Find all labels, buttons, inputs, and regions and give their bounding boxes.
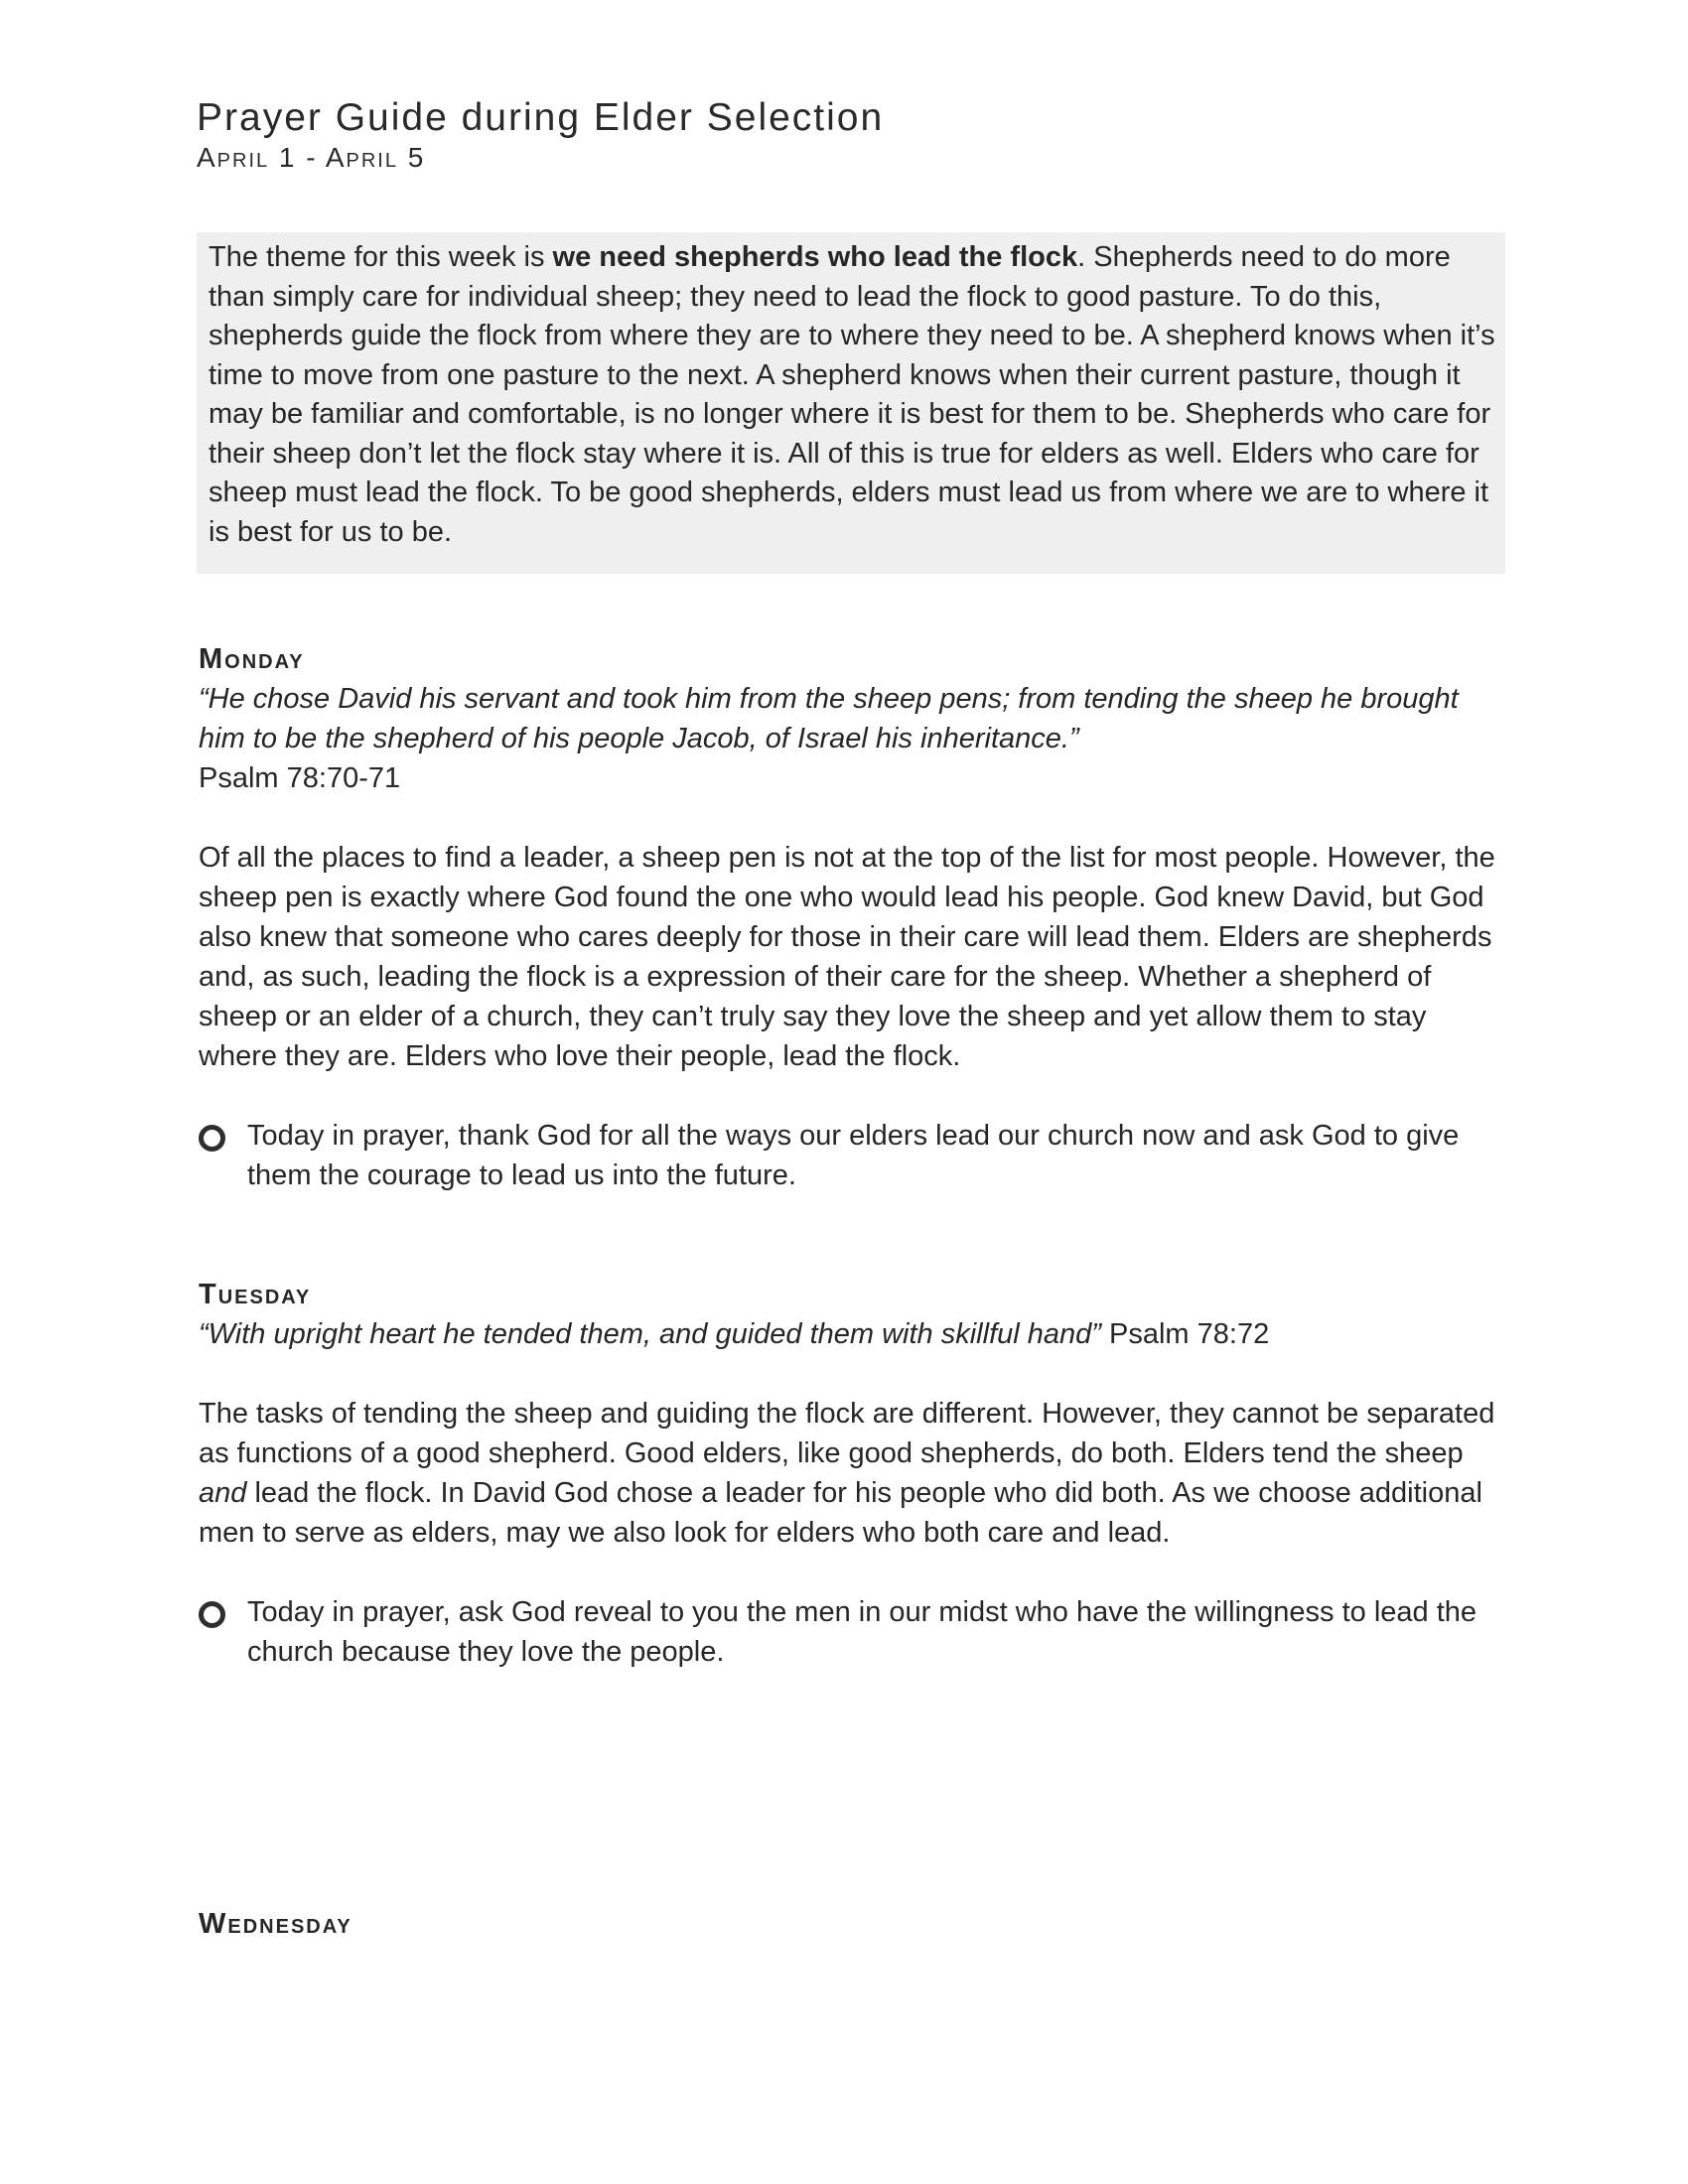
tuesday-reflection-emphasis: and — [199, 1477, 247, 1509]
wednesday-heading: Wednesday — [199, 1908, 352, 1940]
monday-prayer — [199, 1116, 1505, 1195]
monday-section — [199, 639, 1505, 1195]
tuesday-reflection-part1: The tasks of tending the sheep and guiding the flock are different. However, they cannot be separated as functions of a good shepherd. Good elders, like good shepherds, do both. Elders tend the sheep — [199, 1398, 1495, 1469]
tuesday-reflection-part2: lead the flock. In David God chose a leader for his people who did both. As we choose additional men to serve as elders, may we also look for elders who both care and lead. — [199, 1477, 1482, 1549]
monday-verse: “He chose David his servant and took him from the sheep pens; from tending the sheep he brought him to be the shepherd of his people Jacob, of Israel his inheritance.” — [199, 683, 1459, 754]
tuesday-verse: “With upright heart he tended them, and guided them with skillful hand” — [199, 1318, 1101, 1350]
theme-callout — [197, 232, 1505, 574]
monday-reference: Psalm 78:70-71 — [199, 762, 401, 794]
page-title: Prayer Guide during Elder Selection — [197, 96, 885, 139]
tuesday-section — [199, 1275, 1505, 1672]
circle-bullet-icon — [199, 1125, 225, 1152]
monday-prayer-text: Today in prayer, thank God for all the ways our elders lead our church now and ask God to give them the courage to lead us into the future. — [247, 1120, 1460, 1191]
theme-highlight: we need shepherds who lead the flock — [552, 241, 1078, 273]
monday-reflection: Of all the places to find a leader, a sheep pen is not at the top of the list for most people. However, the sheep pen is exactly where God found the one who would lead his people. God knew David, but God also knew that someone who cares deeply for those in their care will lead them. Elders are shepherds and, as such, leading the flock is a expression of their care for the sheep. Whether a shepherd of sheep or an elder of a church, they can’t truly say they love the sheep and yet allow them to stay where they are. Elders who love their people, lead the flock. — [199, 842, 1495, 1072]
monday-heading: Monday — [199, 643, 305, 675]
tuesday-heading: Tuesday — [199, 1279, 312, 1310]
theme-text — [209, 238, 1495, 552]
theme-intro: The theme for this week is — [209, 241, 553, 273]
tuesday-prayer — [199, 1592, 1505, 1672]
tuesday-reflection — [199, 1394, 1505, 1553]
date-range: April 1 - April 5 — [197, 142, 426, 173]
theme-rest: . Shepherds need to do more than simply care for individual sheep; they need to lead the flock to good pasture. To do this, shepherds guide the flock from where they are to where they need to be. A shepherd knows when it’s time to move from one pasture to the next. A shepherd knows when their current pasture, though it may be familiar and comfortable, is no longer where it is best for them to be. Shepherds who care for their sheep don’t let the flock stay where it is. All of this is true for elders as well. Elders who care for sheep must lead the flock. To be good shepherds, elders must lead us from where we are to where it is best for us to be. — [209, 241, 1495, 548]
circle-bullet-icon — [199, 1601, 225, 1628]
wednesday-section — [199, 1904, 1505, 1944]
document-page — [197, 95, 1507, 1940]
tuesday-verse-line — [199, 1314, 1505, 1354]
tuesday-reference: Psalm 78:72 — [1109, 1318, 1270, 1350]
tuesday-prayer-text: Today in prayer, ask God reveal to you the men in our midst who have the willingness to lead the church because they love the people. — [247, 1596, 1477, 1668]
